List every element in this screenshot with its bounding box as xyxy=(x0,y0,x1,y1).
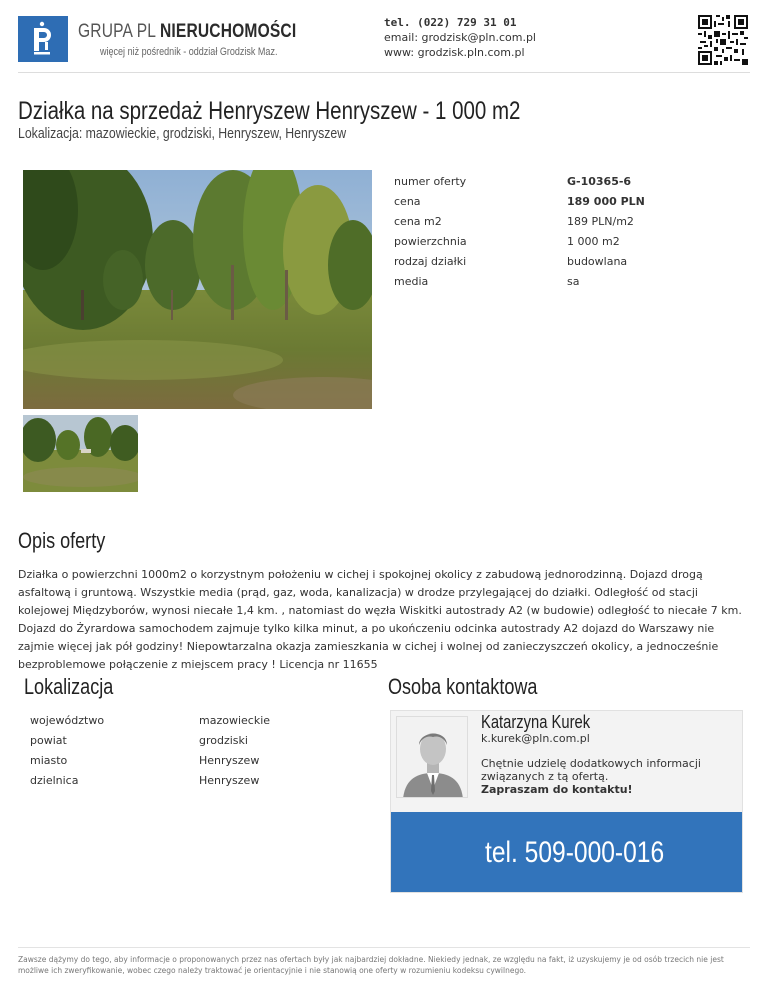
plot-thumbnail-illustration xyxy=(23,415,138,492)
location-table xyxy=(30,711,370,791)
office-contact xyxy=(384,15,536,60)
price-per-m2: 189 PLN/m2 xyxy=(567,215,634,228)
location-row-city: miasto Henryszew xyxy=(30,754,260,767)
thumbnail-photo[interactable] xyxy=(23,415,138,492)
detail-row-area: powierzchnia 1 000 m2 xyxy=(394,232,744,252)
person-avatar-icon xyxy=(396,716,468,798)
contact-card xyxy=(390,710,743,893)
agent-note-cta: Zapraszam do kontaktu! xyxy=(481,783,633,796)
location-row-county: powiat grodziski xyxy=(30,734,248,747)
area: 1 000 m2 xyxy=(567,235,620,248)
detail-row-offer-number: numer oferty G-10365-6 xyxy=(394,172,744,192)
company-logo xyxy=(18,16,68,62)
brand-name: GRUPA PL NIERUCHOMOŚCI xyxy=(78,21,297,42)
description-text: Działka o powierzchni 1000m2 o korzystnym położeniu w cichej i spokojnej okolicy z zabudową jednorodzinną. Dojazd drogą asfaltową i gruntową. Wszystkie media (prąd, gaz, woda, kanalizacja) w drodze przylegającej do działki. Odległość od stacji kolejowej Międzyborów, wynosi niecałe 1,4 km. , natomiast do węzła Wiskitki autostrady A2 (w budowie) odległość to niecałe 7 km. Dojazd do Żyrardowa samochodem zajmuje tylko kilka minut, a po ukończeniu odcinka autostrady A2 dojazd do Warszawy nie zajmie więcej jak pół godziny! Niepowtarzalna okazja zamieszkania w cichej i wolnej od zanieczyszczeń okolicy, a jednocześnie bezproblemowe połączenie z miejscem pracy ! Licencja nr 11655 xyxy=(18,568,742,671)
offer-number: G-10365-6 xyxy=(567,175,632,188)
page-title: Działka na sprzedaż Henryszew Henryszew - 1 000 m2 xyxy=(18,97,521,125)
contact-heading: Osoba kontaktowa xyxy=(388,674,538,699)
plot-photo-illustration xyxy=(23,170,372,409)
brand-tagline: więcej niż pośrednik - oddział Grodzisk Maz. xyxy=(100,46,278,58)
location-row-district: dzielnica Henryszew xyxy=(30,774,260,787)
pl-logo-icon xyxy=(18,16,68,62)
agent-name: Katarzyna Kurek xyxy=(481,712,591,732)
location-heading: Lokalizacja xyxy=(24,674,114,699)
agent-phone[interactable]: tel. 509-000-016 xyxy=(485,836,665,869)
detail-row-plot-type: rodzaj działki budowlana xyxy=(394,252,744,272)
header-divider xyxy=(18,72,750,73)
price: 189 000 PLN xyxy=(567,195,645,208)
footer-divider xyxy=(18,947,750,948)
location-row-voivodeship: województwo mazowieckie xyxy=(30,714,271,727)
detail-row-price-per-m2: cena m2 189 PLN/m2 xyxy=(394,212,744,232)
location-line: Lokalizacja: mazowieckie, grodziski, Henryszew, Henryszew xyxy=(18,125,347,142)
agent-note: Chętnie udzielę dodatkowych informacji związanych z tą ofertą. Zapraszam do kontaktu! xyxy=(481,757,731,796)
office-phone: tel. (022) 729 31 01 xyxy=(384,16,517,29)
agent-phone-box[interactable] xyxy=(391,812,742,892)
office-website: www: grodzisk.pln.com.pl xyxy=(384,46,525,59)
qr-code-icon xyxy=(698,15,748,65)
description-heading: Opis oferty xyxy=(18,528,106,553)
detail-row-utilities: media sa xyxy=(394,272,744,292)
offer-details xyxy=(394,172,744,292)
main-photo[interactable] xyxy=(23,170,372,409)
utilities: sa xyxy=(567,275,580,288)
agent-email: k.kurek@pln.com.pl xyxy=(481,732,590,745)
footer-disclaimer: Zawsze dążymy do tego, aby informacje o proponowanych przez nas ofertach były jak najbardziej dokładne. Niekiedy jednak, ze względu na fakt, iż uzyskujemy je od osób trzecich nie jest możliwe ich zweryfikowanie, wobec czego należy traktować je orientacyjnie i nie stanowią one oferty w rozumieniu kodeksu cywilnego. xyxy=(18,955,724,975)
office-email: email: grodzisk@pln.com.pl xyxy=(384,31,536,44)
detail-row-price: cena 189 000 PLN xyxy=(394,192,744,212)
plot-type: budowlana xyxy=(567,255,628,268)
